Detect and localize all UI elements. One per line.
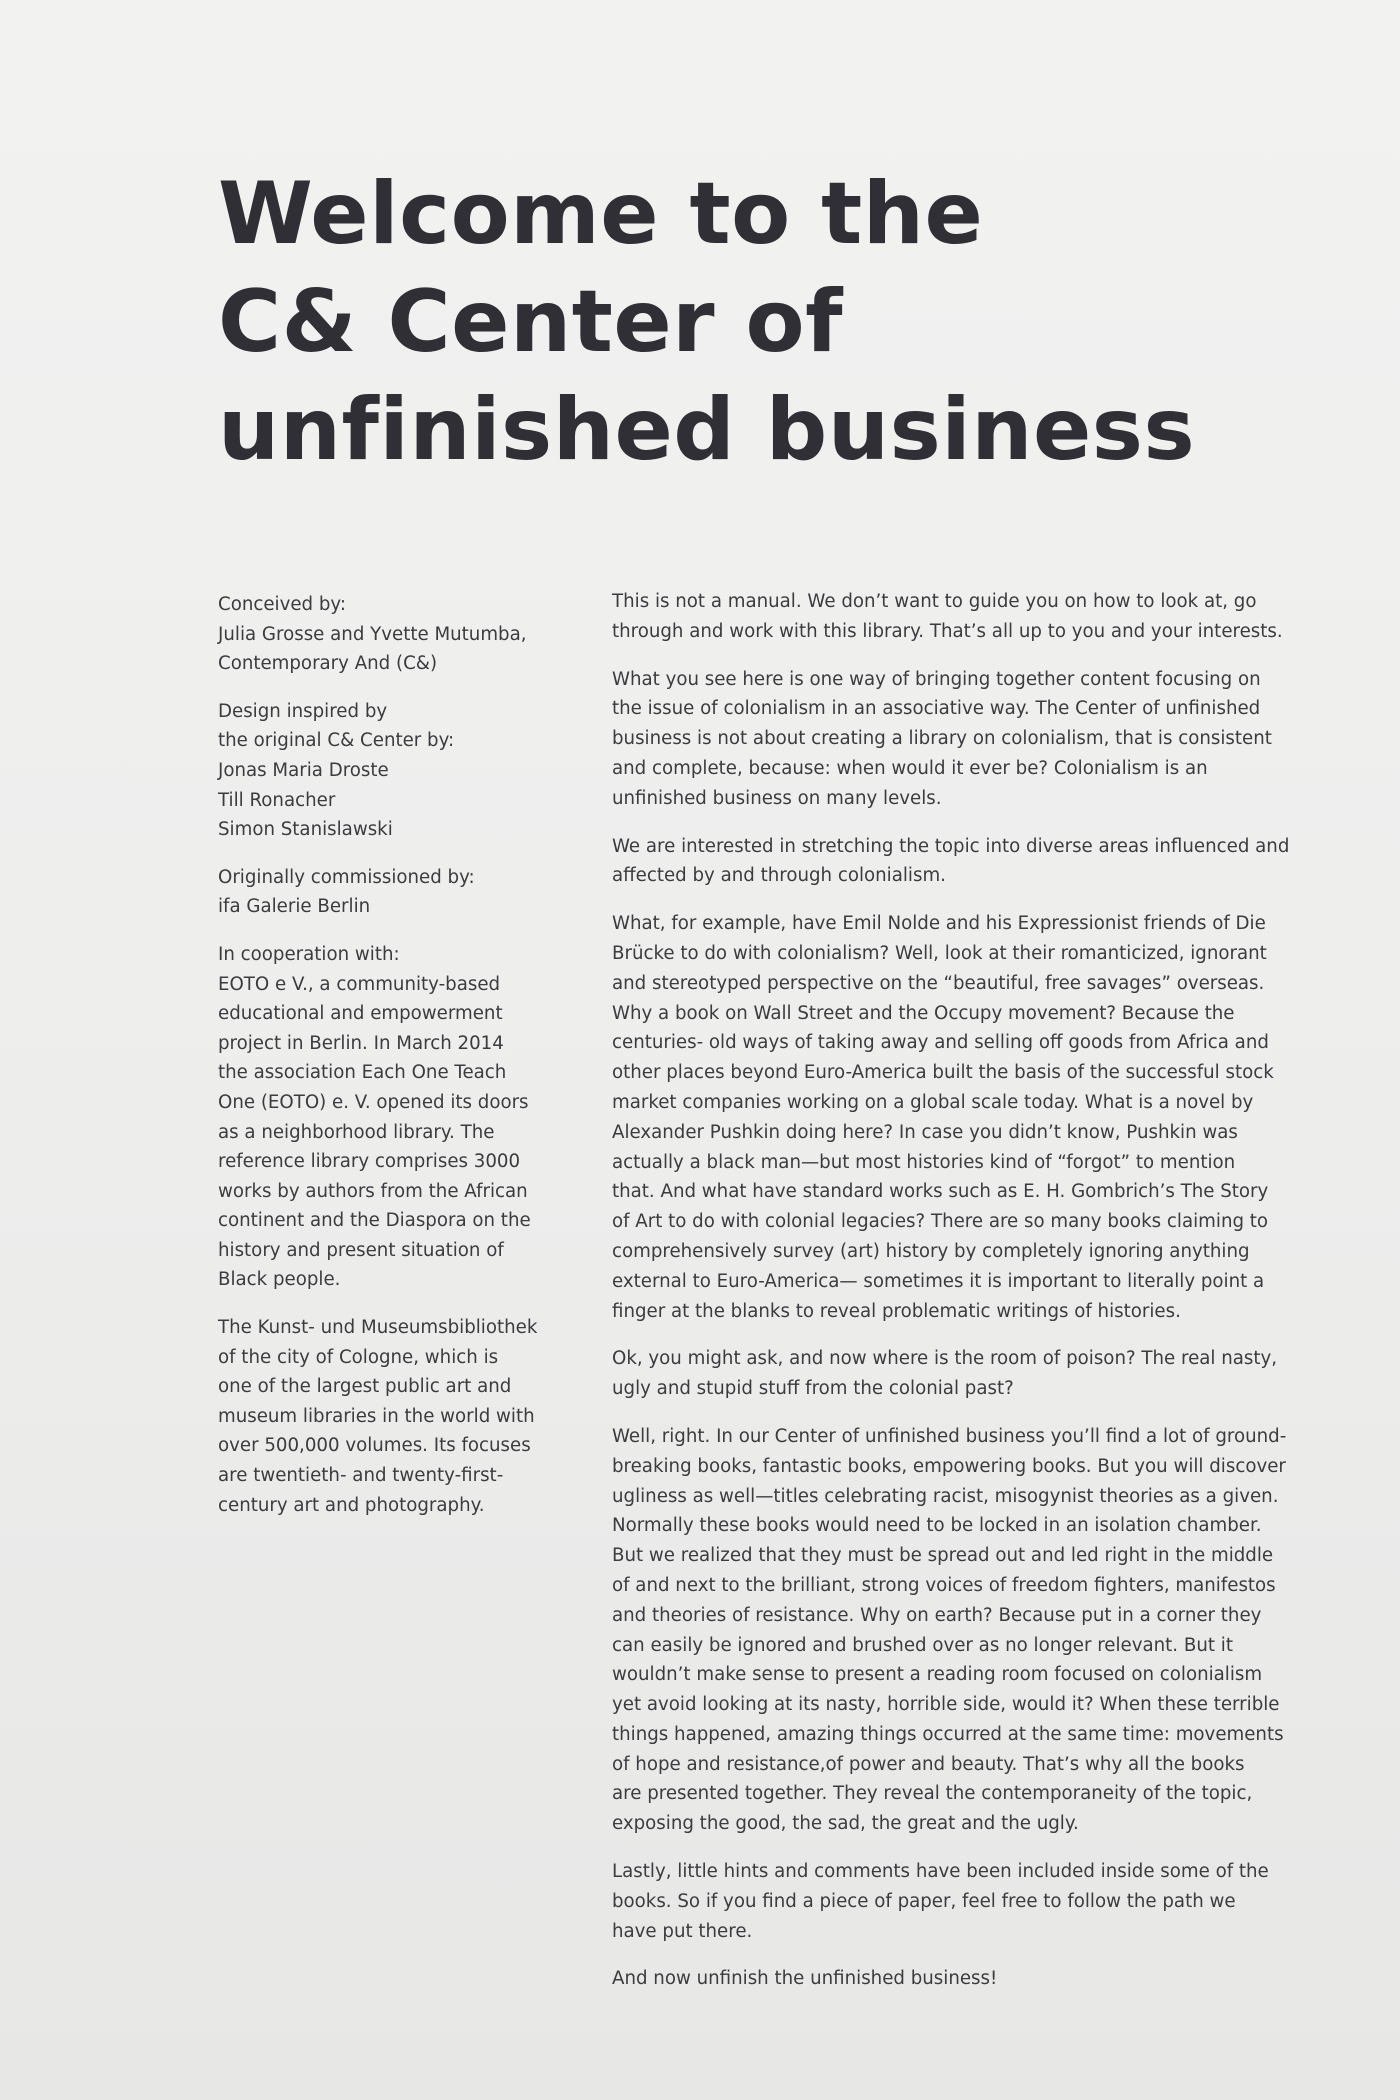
text-line: and complete, because: when would it ever be? Colonialism is an [612, 757, 1208, 779]
text-line: market companies working on a global scale today. What is a novel by [612, 1091, 1254, 1113]
intro-paragraph [612, 909, 1312, 1326]
text-line: that. And what have standard works such as E. H. Gombrich’s The Story [612, 1181, 1269, 1203]
text-line: unfinished business on many levels. [612, 787, 942, 809]
text-line: exposing the good, the sad, the great and the ugly. [612, 1813, 1079, 1835]
text-line: century art and photography. [218, 1494, 485, 1516]
text-line: of Art to do with colonial legacies? There are so many books claiming to [612, 1211, 1269, 1233]
text-line: Till Ronacher [218, 789, 336, 811]
text-line: as a neighborhood library. The [218, 1121, 495, 1143]
intro-text-column [612, 587, 1312, 2012]
text-line: finger at the blanks to reveal problematic writings of histories. [612, 1300, 1181, 1322]
title-line: C& Center of [218, 272, 844, 372]
title-line: Welcome to the [218, 164, 984, 264]
text-line: wouldn’t make sense to present a reading room focused on colonialism [612, 1664, 1263, 1686]
text-line: And now unfinish the unfinished business! [612, 1968, 998, 1990]
text-line: Conceived by: [218, 594, 346, 615]
text-line: yet avoid looking at its nasty, horrible side, would it? When these terrible [612, 1694, 1280, 1716]
intro-paragraph [612, 587, 1312, 647]
text-line: What you see here is one way of bringing together content focusing on [612, 668, 1261, 690]
credits-paragraph [218, 697, 558, 845]
text-line: external to Euro-America— sometimes it is important to literally point a [612, 1270, 1265, 1292]
text-line: Why a book on Wall Street and the Occupy movement? Because the [612, 1002, 1235, 1024]
text-line: reference library comprises 3000 [218, 1151, 521, 1173]
credits-column [218, 590, 558, 1538]
text-line: One (EOTO) e. V. opened its doors [218, 1091, 529, 1113]
text-line: museum libraries in the world with [218, 1405, 535, 1427]
text-line: The Kunst- und Museumsbibliothek [218, 1317, 538, 1339]
text-line: But we realized that they must be spread out and led right in the middle [612, 1545, 1274, 1567]
credits-paragraph [218, 590, 558, 679]
text-line: educational and empowerment [218, 1003, 503, 1025]
text-line: and theories of resistance. Why on earth? Because put in a corner they [612, 1604, 1262, 1626]
intro-paragraph [612, 665, 1312, 814]
text-line: one of the largest public art and [218, 1376, 512, 1398]
text-line: the issue of colonialism in an associative way. The Center of unfinished [612, 698, 1261, 720]
text-line: project in Berlin. In March 2014 [218, 1032, 504, 1054]
credits-paragraph [218, 940, 558, 1295]
text-line: Ok, you might ask, and now where is the room of poison? The real nasty, [612, 1348, 1278, 1370]
text-line: of the city of Cologne, which is [218, 1346, 499, 1368]
text-line: Black people. [218, 1269, 341, 1291]
text-line: This is not a manual. We don’t want to guide you on how to look at, go [612, 591, 1257, 612]
text-line: breaking books, fantastic books, empowering books. But you will discover [612, 1455, 1286, 1477]
text-line: through and work with this library. That’s all up to you and your interests. [612, 620, 1283, 642]
text-line: Normally these books would need to be locked in an isolation chamber. [612, 1515, 1262, 1537]
text-line: of and next to the brilliant, strong voices of freedom fighters, manifestos [612, 1574, 1276, 1596]
text-line: Brücke to do with colonialism? Well, look at their romanticized, ignorant [612, 942, 1267, 964]
title-line: unfinished business [218, 380, 1196, 480]
credits-paragraph [218, 863, 558, 922]
text-line: have put there. [612, 1920, 753, 1942]
text-line: ifa Galerie Berlin [218, 896, 371, 918]
text-line: books. So if you find a piece of paper, feel free to follow the path we [612, 1890, 1236, 1912]
text-line: the original C& Center by: [218, 730, 455, 752]
intro-paragraph [612, 832, 1312, 892]
text-line: ugly and stupid stuff from the colonial past? [612, 1378, 1014, 1400]
text-line: actually a black man—but most histories kind of “forgot” to mention [612, 1151, 1236, 1173]
text-line: Design inspired by [218, 700, 388, 722]
text-line: the association Each One Teach [218, 1062, 507, 1084]
intro-paragraph [612, 1422, 1312, 1839]
text-line: Lastly, little hints and comments have been included inside some of the [612, 1861, 1269, 1883]
text-line: EOTO e V., a community-based [218, 973, 501, 995]
text-line: We are interested in stretching the topic into diverse areas influenced and [612, 835, 1290, 857]
text-line: of hope and resistance,of power and beauty. That’s why all the books [612, 1753, 1245, 1775]
text-line: What, for example, have Emil Nolde and his Expressionist friends of Die [612, 913, 1266, 935]
text-line: are twentieth- and twenty-first- [218, 1465, 504, 1487]
text-line: Jonas Maria Droste [218, 759, 389, 781]
page-title [218, 160, 1218, 484]
text-line: Julia Grosse and Yvette Mutumba, [218, 623, 527, 645]
text-line: business is not about creating a library on colonialism, that is consistent [612, 728, 1272, 750]
text-line: centuries- old ways of taking away and selling off goods from Africa and [612, 1032, 1269, 1054]
text-line: over 500,000 volumes. Its focuses [218, 1435, 531, 1457]
credits-paragraph [218, 1313, 558, 1520]
text-line: history and present situation of [218, 1239, 504, 1261]
text-line: In cooperation with: [218, 943, 400, 965]
text-line: ugliness as well—titles celebrating racist, misogynist theories as a given. [612, 1485, 1279, 1507]
text-line: comprehensively survey (art) history by completely ignoring anything [612, 1240, 1250, 1262]
text-line: other places beyond Euro-America built the basis of the successful stock [612, 1062, 1274, 1084]
text-line: Originally commissioned by: [218, 866, 475, 888]
text-line: Alexander Pushkin doing here? In case you didn’t know, Pushkin was [612, 1121, 1238, 1143]
intro-paragraph [612, 1964, 1312, 1994]
text-line: things happened, amazing things occurred at the same time: movements [612, 1723, 1284, 1745]
text-line: Contemporary And (C&) [218, 653, 438, 675]
text-line: Simon Stanislawski [218, 819, 393, 841]
text-line: works by authors from the African [218, 1180, 528, 1202]
text-line: are presented together. They reveal the contemporaneity of the topic, [612, 1783, 1253, 1805]
text-line: continent and the Diaspora on the [218, 1210, 531, 1232]
text-line: and stereotyped perspective on the “beautiful, free savages” overseas. [612, 972, 1265, 994]
intro-paragraph [612, 1857, 1312, 1946]
text-line: can easily be ignored and brushed over as no longer relevant. But it [612, 1634, 1233, 1656]
text-line: affected by and through colonialism. [612, 865, 946, 887]
intro-paragraph [612, 1344, 1312, 1404]
text-line: Well, right. In our Center of unfinished business you’ll find a lot of ground- [612, 1425, 1287, 1447]
